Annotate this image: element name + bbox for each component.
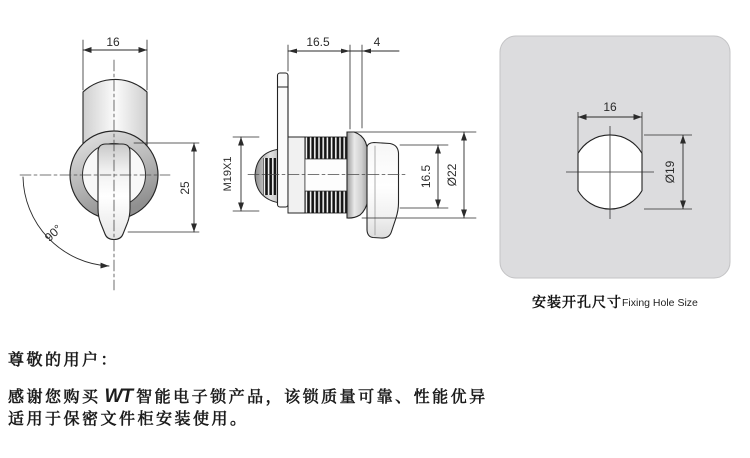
letter-line2: 适用于保密文件柜安装使用。 — [8, 411, 249, 428]
panel-caption-en: Fixing Hole Size — [622, 297, 698, 309]
cam-plate — [278, 73, 289, 207]
knob-height-label: 16.5 — [419, 164, 433, 189]
body-neck — [288, 137, 305, 213]
front-angle-label: 90° — [41, 221, 65, 245]
knob-side — [367, 143, 399, 239]
side-view — [222, 35, 476, 238]
front-width-label: 16 — [106, 35, 120, 49]
flange-diameter-label: Ø22 — [445, 163, 459, 187]
front-height-label: 25 — [178, 181, 192, 195]
thread-upper — [305, 137, 347, 159]
hole-width-label: 16 — [603, 100, 617, 114]
letter-line1-prefix: 感谢您购买 — [8, 389, 101, 406]
panel-caption-zh: 安装开孔尺寸 — [532, 294, 622, 310]
thread-core — [305, 159, 347, 191]
fixing-hole-panel — [500, 36, 730, 310]
thread-spec-label: M19X1 — [222, 156, 234, 192]
letter-salutation: 尊敬的用户： — [8, 352, 120, 369]
front-view — [20, 35, 199, 290]
side-length-label: 16.5 — [306, 35, 330, 49]
thread-lower — [305, 191, 347, 213]
side-nut-label: 4 — [373, 35, 381, 49]
rear-knurl — [263, 158, 277, 195]
user-letter — [8, 350, 728, 431]
flange-washer — [347, 132, 368, 218]
letter-line1 — [8, 386, 728, 409]
brand-logo: WT — [104, 386, 133, 407]
letter-line1-suffix: 智能电子锁产品，该锁质量可靠、性能优异 — [136, 389, 488, 406]
hole-diameter-label: Ø19 — [663, 160, 677, 184]
